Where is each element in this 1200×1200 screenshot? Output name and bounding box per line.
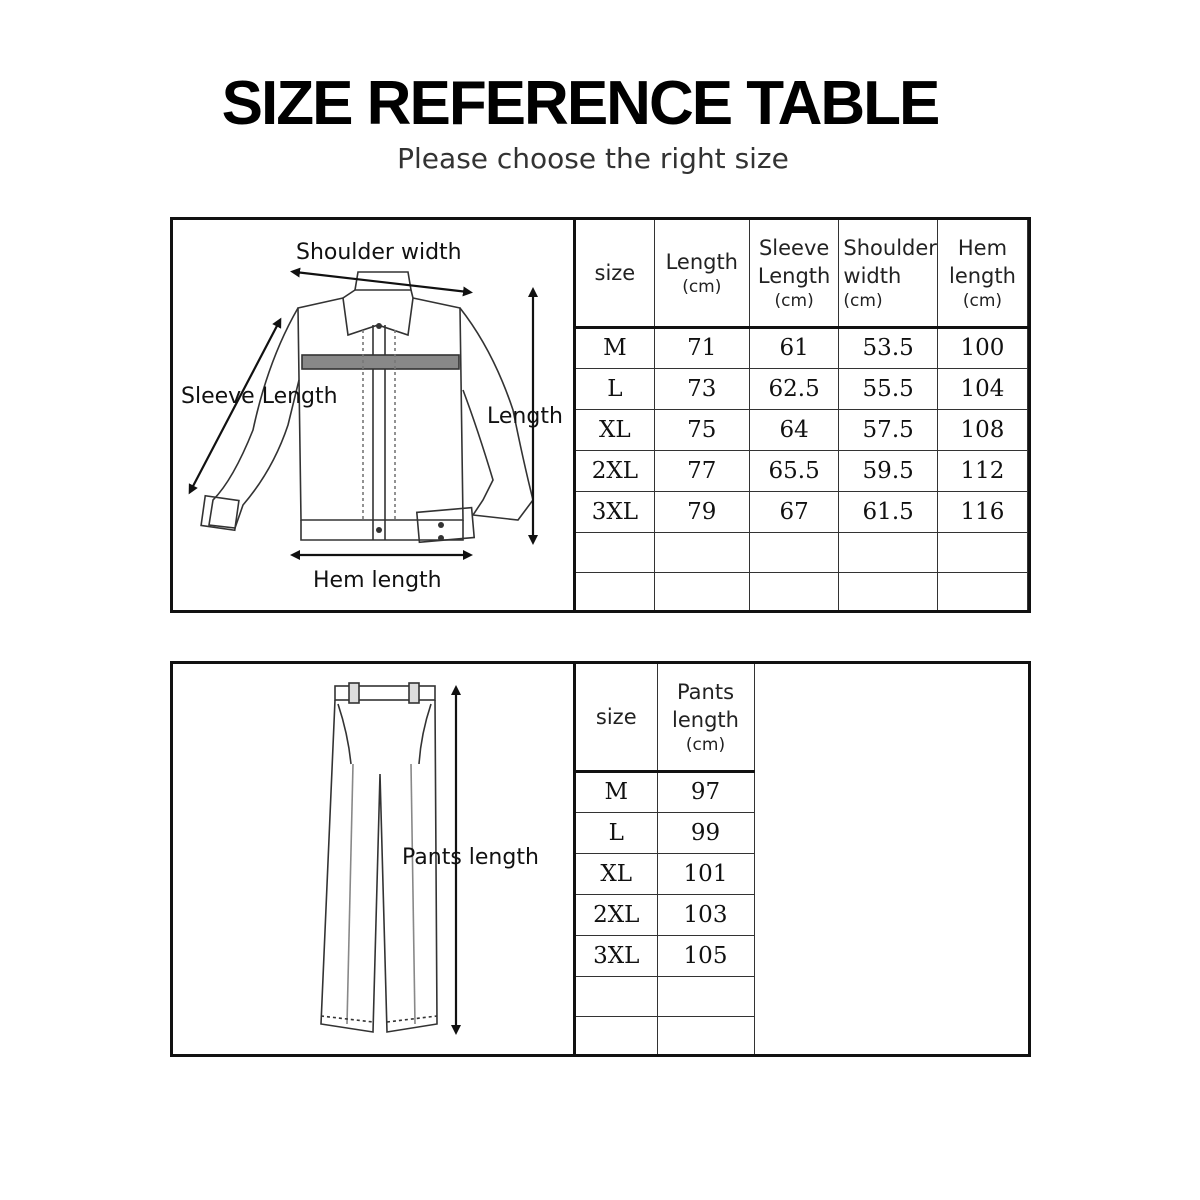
cell-length: 79 — [654, 491, 749, 532]
table-row — [576, 368, 1028, 409]
table-row-empty — [576, 532, 1028, 572]
cell-size: 2XL — [576, 450, 654, 491]
table-row — [576, 771, 754, 812]
header-hem-length: Hem length (cm) — [937, 220, 1027, 327]
cell-length: 71 — [654, 327, 749, 368]
table-row-empty — [576, 1016, 754, 1054]
header-pants-length: Pants length (cm) — [657, 664, 754, 771]
table-row — [576, 812, 754, 853]
pants-size-table — [576, 664, 755, 1054]
cell-shoulder-width: 57.5 — [839, 409, 938, 450]
table-header-row — [576, 664, 754, 771]
table-row — [576, 327, 1028, 368]
cell-shoulder-width: 61.5 — [839, 491, 938, 532]
cell-shoulder-width: 55.5 — [839, 368, 938, 409]
cell-size: 3XL — [576, 935, 657, 976]
cell-shoulder-width: 53.5 — [839, 327, 938, 368]
cell-sleeve-length: 64 — [749, 409, 839, 450]
cell-sleeve-length: 62.5 — [749, 368, 839, 409]
cell-sleeve-length: 65.5 — [749, 450, 839, 491]
page-title: SIZE REFERENCE TABLE — [221, 69, 939, 138]
cell-size: M — [576, 327, 654, 368]
cell-size: XL — [576, 853, 657, 894]
cell-hem-length: 104 — [937, 368, 1027, 409]
pants-illustration — [173, 664, 573, 1054]
header-size: size — [576, 220, 654, 327]
cell-size: 3XL — [576, 491, 654, 532]
table-row-empty — [576, 572, 1028, 610]
cell-sleeve-length: 61 — [749, 327, 839, 368]
header-size: size — [576, 664, 657, 771]
jacket-illustration — [173, 220, 573, 610]
cell-size: XL — [576, 409, 654, 450]
cell-hem-length: 108 — [937, 409, 1027, 450]
table-row — [576, 894, 754, 935]
jacket-size-panel — [170, 217, 1031, 613]
cell-sleeve-length: 67 — [749, 491, 839, 532]
cell-hem-length: 112 — [937, 450, 1027, 491]
cell-size: L — [576, 368, 654, 409]
cell-pants-length: 101 — [657, 853, 754, 894]
cell-length: 77 — [654, 450, 749, 491]
cell-hem-length: 116 — [937, 491, 1027, 532]
cell-pants-length: 99 — [657, 812, 754, 853]
table-header-row — [576, 220, 1028, 327]
header-sleeve-length: Sleeve Length (cm) — [749, 220, 839, 327]
header-shoulder-width: Shoulder width (cm) — [839, 220, 938, 327]
cell-length: 73 — [654, 368, 749, 409]
cell-pants-length: 105 — [657, 935, 754, 976]
cell-size: L — [576, 812, 657, 853]
pants-length-label: Pants length — [402, 845, 539, 870]
cell-size: M — [576, 771, 657, 812]
cell-pants-length: 97 — [657, 771, 754, 812]
table-row — [576, 935, 754, 976]
cell-size: 2XL — [576, 894, 657, 935]
cell-hem-length: 100 — [937, 327, 1027, 368]
sleeve-length-label: Sleeve Length — [181, 384, 338, 409]
page-subtitle: Please choose the right size — [397, 142, 789, 175]
pants-size-panel — [170, 661, 1031, 1057]
cell-pants-length: 103 — [657, 894, 754, 935]
cell-shoulder-width: 59.5 — [839, 450, 938, 491]
jacket-size-table — [576, 220, 1028, 610]
table-row-empty — [576, 976, 754, 1016]
hem-length-label: Hem length — [313, 568, 442, 593]
table-row — [576, 450, 1028, 491]
length-label: Length — [487, 404, 563, 429]
table-row — [576, 853, 754, 894]
shoulder-width-label: Shoulder width — [296, 240, 462, 265]
table-row — [576, 409, 1028, 450]
header-length: Length (cm) — [654, 220, 749, 327]
cell-length: 75 — [654, 409, 749, 450]
table-row — [576, 491, 1028, 532]
